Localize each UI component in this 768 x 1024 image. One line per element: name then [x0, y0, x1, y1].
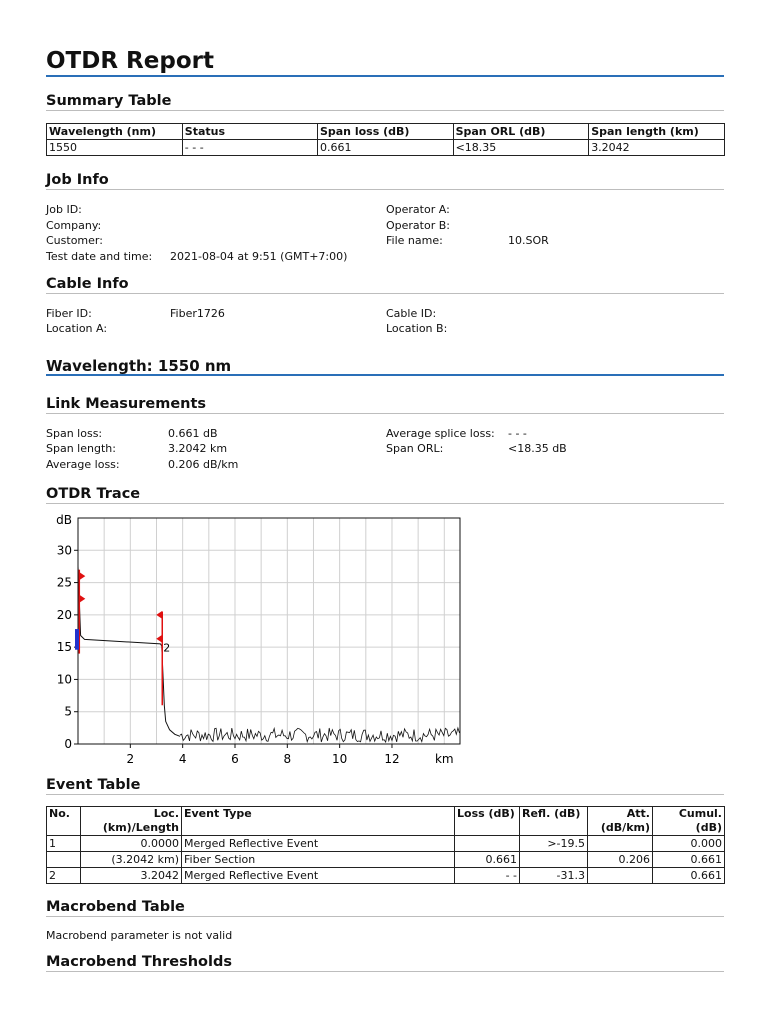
trace-rule	[46, 503, 724, 504]
fiber-id-value: Fiber1726	[170, 307, 225, 320]
events-rule	[46, 794, 724, 795]
customer-label: Customer:	[46, 234, 103, 247]
event-cumul: 0.000	[653, 836, 725, 852]
event-loss: - -	[455, 868, 520, 884]
events-col-att	[588, 807, 653, 836]
summary-cell: 1550	[47, 140, 183, 156]
event-loss: 0.661	[455, 852, 520, 868]
fiber-id-label: Fiber ID:	[46, 307, 92, 320]
avg-loss-label: Average loss:	[46, 458, 120, 471]
summary-col-span-orl: Span ORL (dB)	[453, 124, 589, 140]
chart-frame	[78, 518, 460, 744]
wavelength-rule	[46, 374, 724, 376]
avg-splice-label: Average splice loss:	[386, 427, 495, 440]
event-att	[588, 868, 653, 884]
cable-id-label: Cable ID:	[386, 307, 437, 320]
avg-splice-value: - - -	[508, 427, 527, 440]
x-axis-label: km	[434, 752, 454, 766]
job-heading: Job Info	[46, 172, 109, 188]
y-axis-label: dB	[56, 513, 72, 527]
events-col-att-line2: (dB/km)	[600, 821, 650, 834]
y-tick-label: 30	[56, 543, 72, 558]
summary-col-span-loss: Span loss (dB)	[317, 124, 453, 140]
span-loss-label: Span loss:	[46, 427, 103, 440]
y-tick-label: 25	[56, 575, 72, 590]
span-loss-value: 0.661 dB	[168, 427, 218, 440]
summary-col-wavelength: Wavelength (nm)	[47, 124, 183, 140]
cable-rule	[46, 293, 724, 294]
company-label: Company:	[46, 219, 102, 232]
y-tick-label: 15	[56, 640, 72, 655]
span-orl-value: <18.35 dB	[508, 442, 567, 455]
summary-cell: - - -	[182, 140, 317, 156]
summary-header-row	[47, 124, 725, 140]
y-tick-label: 5	[64, 704, 72, 719]
x-tick-label: 6	[231, 752, 239, 766]
event-marker-triangle	[79, 595, 85, 603]
event-table	[46, 806, 725, 884]
span-length-label: Span length:	[46, 442, 116, 455]
summary-heading: Summary Table	[46, 93, 172, 109]
event-att: 0.206	[588, 852, 653, 868]
report-title: OTDR Report	[46, 48, 214, 74]
span-length-value: 3.2042 km	[168, 442, 228, 455]
events-col-loc	[81, 807, 182, 836]
event-type: Merged Reflective Event	[182, 836, 455, 852]
summary-rule	[46, 110, 724, 111]
events-col-loss: Loss (dB)	[455, 807, 520, 836]
summary-col-status: Status	[182, 124, 317, 140]
cable-heading: Cable Info	[46, 276, 129, 292]
operator-b-label: Operator B:	[386, 219, 450, 232]
event-row	[47, 836, 725, 852]
events-col-cumul-line2: (dB)	[695, 821, 722, 834]
noise-floor-line	[180, 728, 460, 742]
event-row	[47, 852, 725, 868]
summary-cell: 3.2042	[589, 140, 725, 156]
event-refl	[520, 852, 588, 868]
x-tick-label: 4	[178, 752, 187, 766]
test-date-value: 2021-08-04 at 9:51 (GMT+7:00)	[170, 250, 348, 263]
wavelength-heading: Wavelength: 1550 nm	[46, 357, 232, 375]
link-rule	[46, 413, 724, 414]
macrobend-rule	[46, 916, 724, 917]
x-tick-label: 10	[332, 752, 348, 766]
events-col-refl: Refl. (dB)	[520, 807, 588, 836]
event-loss	[455, 836, 520, 852]
summary-cell: 0.661	[317, 140, 453, 156]
event-loc: 3.2042	[81, 868, 182, 884]
link-heading: Link Measurements	[46, 396, 207, 412]
event-2-label: 2	[163, 641, 171, 655]
y-tick-label: 0	[64, 737, 72, 751]
test-date-label: Test date and time:	[46, 250, 153, 263]
event-header-row	[47, 807, 725, 836]
event-no: 2	[47, 868, 81, 884]
event-cumul: 0.661	[653, 852, 725, 868]
span-orl-label: Span ORL:	[386, 442, 444, 455]
macrobend-heading: Macrobend Table	[46, 899, 185, 915]
event-loc: (3.2042 km)	[81, 852, 182, 868]
thresholds-rule	[46, 971, 724, 972]
events-col-loc-line2: (km)/Length	[102, 821, 179, 834]
event-marker-triangle	[156, 611, 162, 619]
operator-a-label: Operator A:	[386, 203, 450, 216]
file-name-label: File name:	[386, 234, 443, 247]
event-refl: -31.3	[520, 868, 588, 884]
x-tick-label: 8	[283, 752, 292, 766]
chart-grid	[74, 518, 460, 748]
event-marker-triangle	[79, 572, 85, 580]
summary-row	[47, 140, 725, 156]
events-col-cumul	[653, 807, 725, 836]
y-tick-label: 20	[56, 607, 72, 622]
summary-cell: <18.35	[453, 140, 589, 156]
x-tick-label: 2	[126, 752, 135, 766]
event-no: 1	[47, 836, 81, 852]
location-b-label: Location B:	[386, 322, 448, 335]
events-col-no: No.	[47, 807, 81, 836]
location-a-label: Location A:	[46, 322, 108, 335]
chart-tick-labels	[56, 513, 453, 766]
event-row	[47, 868, 725, 884]
event-type: Merged Reflective Event	[182, 868, 455, 884]
events-col-type: Event Type	[182, 807, 455, 836]
event-1-bar	[75, 629, 79, 650]
event-no	[47, 852, 81, 868]
event-cumul: 0.661	[653, 868, 725, 884]
otdr-trace-chart	[46, 510, 466, 770]
file-name-value: 10.SOR	[508, 234, 549, 247]
title-rule	[46, 75, 724, 77]
events-col-loc-line1: Loc.	[153, 807, 179, 820]
thresholds-heading: Macrobend Thresholds	[46, 954, 232, 970]
event-refl: >-19.5	[520, 836, 588, 852]
macrobend-message: Macrobend parameter is not valid	[46, 929, 233, 942]
event-loc: 0.0000	[81, 836, 182, 852]
event-type: Fiber Section	[182, 852, 455, 868]
summary-table	[46, 123, 725, 156]
trace-heading: OTDR Trace	[46, 486, 141, 502]
events-col-cumul-line1: Cumul.	[678, 807, 722, 820]
y-tick-label: 10	[56, 672, 72, 687]
event-att	[588, 836, 653, 852]
x-tick-label: 12	[384, 752, 400, 766]
job-id-label: Job ID:	[46, 203, 82, 216]
summary-col-span-length: Span length (km)	[589, 124, 725, 140]
events-col-att-line1: Att.	[626, 807, 650, 820]
event-marker-triangle	[156, 635, 162, 643]
avg-loss-value: 0.206 dB/km	[168, 458, 239, 471]
events-heading: Event Table	[46, 777, 141, 793]
event-markers	[75, 570, 170, 706]
job-rule	[46, 189, 724, 190]
